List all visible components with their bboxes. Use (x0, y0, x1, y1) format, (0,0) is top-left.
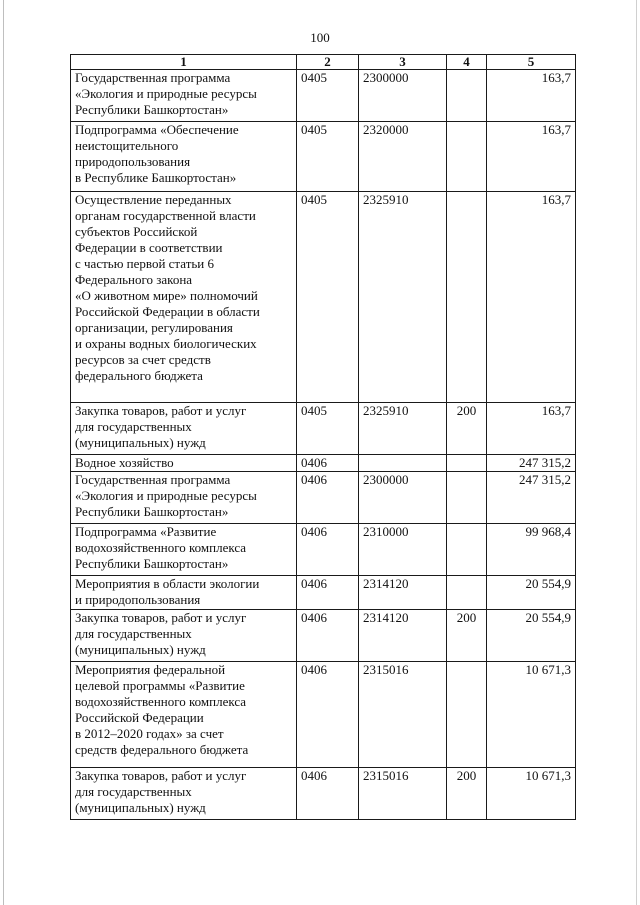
cell-code: 2314120 (359, 576, 447, 610)
table-row (71, 455, 576, 472)
cell-section: 0405 (297, 403, 359, 455)
table-row (71, 70, 576, 122)
table-row (71, 768, 576, 820)
table-row (71, 403, 576, 455)
cell-name: Осуществление переданных органам государственной власти субъектов Российской Федерации в соответствии с частью первой статьи 6 Федерального закона «О животном мире» полномочий Российской Федерации в области организации, регулирования и охраны водных биологических ресурсов за счет средств федерального бюджета (71, 192, 297, 403)
cell-amount: 163,7 (487, 122, 576, 192)
cell-code: 2314120 (359, 610, 447, 662)
table-row (71, 662, 576, 768)
cell-name: Закупка товаров, работ и услуг для государственных (муниципальных) нужд (71, 610, 297, 662)
cell-code: 2315016 (359, 768, 447, 820)
cell-code: 2325910 (359, 192, 447, 403)
cell-vr (447, 472, 487, 524)
cell-vr: 200 (447, 768, 487, 820)
table-row (71, 576, 576, 610)
cell-vr (447, 524, 487, 576)
cell-section: 0405 (297, 70, 359, 122)
table-row (71, 610, 576, 662)
table-row (71, 122, 576, 192)
cell-vr (447, 122, 487, 192)
header-col-code: 3 (359, 55, 447, 70)
page-number: 100 (310, 30, 330, 45)
cell-code: 2300000 (359, 472, 447, 524)
cell-vr: 200 (447, 403, 487, 455)
cell-vr: 200 (447, 610, 487, 662)
cell-name: Мероприятия в области экологии и природопользования (71, 576, 297, 610)
cell-amount: 247 315,2 (487, 455, 576, 472)
cell-vr (447, 70, 487, 122)
cell-name: Подпрограмма «Обеспечение неистощительного природопользования в Республике Башкортостан» (71, 122, 297, 192)
cell-amount: 163,7 (487, 70, 576, 122)
cell-section: 0405 (297, 122, 359, 192)
cell-section: 0406 (297, 768, 359, 820)
cell-name: Подпрограмма «Развитие водохозяйственного комплекса Республики Башкортостан» (71, 524, 297, 576)
cell-amount: 10 671,3 (487, 662, 576, 768)
cell-vr (447, 662, 487, 768)
cell-amount: 163,7 (487, 192, 576, 403)
cell-name: Водное хозяйство (71, 455, 297, 472)
cell-amount: 247 315,2 (487, 472, 576, 524)
budget-table (70, 54, 576, 820)
cell-amount: 10 671,3 (487, 768, 576, 820)
cell-code: 2325910 (359, 403, 447, 455)
cell-vr (447, 576, 487, 610)
cell-amount: 20 554,9 (487, 610, 576, 662)
cell-name: Государственная программа «Экология и природные ресурсы Республики Башкортостан» (71, 472, 297, 524)
cell-section: 0406 (297, 662, 359, 768)
header-col-vr: 4 (447, 55, 487, 70)
cell-code (359, 455, 447, 472)
table-row (71, 524, 576, 576)
table-row (71, 192, 576, 403)
cell-section: 0406 (297, 610, 359, 662)
cell-amount: 99 968,4 (487, 524, 576, 576)
cell-section: 0406 (297, 472, 359, 524)
cell-code: 2300000 (359, 70, 447, 122)
scan-edge-right (636, 0, 637, 905)
cell-name: Закупка товаров, работ и услуг для государственных (муниципальных) нужд (71, 768, 297, 820)
header-col-amount: 5 (487, 55, 576, 70)
cell-section: 0405 (297, 192, 359, 403)
cell-name: Закупка товаров, работ и услуг для государственных (муниципальных) нужд (71, 403, 297, 455)
cell-vr (447, 192, 487, 403)
cell-code: 2310000 (359, 524, 447, 576)
table-row (71, 472, 576, 524)
header-row (71, 55, 576, 70)
cell-section: 0406 (297, 455, 359, 472)
cell-amount: 163,7 (487, 403, 576, 455)
cell-name: Государственная программа «Экология и природные ресурсы Республики Башкортостан» (71, 70, 297, 122)
header-col-name: 1 (71, 55, 297, 70)
cell-vr (447, 455, 487, 472)
cell-code: 2315016 (359, 662, 447, 768)
header-col-section: 2 (297, 55, 359, 70)
cell-name: Мероприятия федеральной целевой программы «Развитие водохозяйственного комплекса Российской Федерации в 2012–2020 годах» за счет средств федерального бюджета (71, 662, 297, 768)
cell-code: 2320000 (359, 122, 447, 192)
cell-amount: 20 554,9 (487, 576, 576, 610)
scan-edge-left (3, 0, 4, 905)
cell-section: 0406 (297, 524, 359, 576)
cell-section: 0406 (297, 576, 359, 610)
